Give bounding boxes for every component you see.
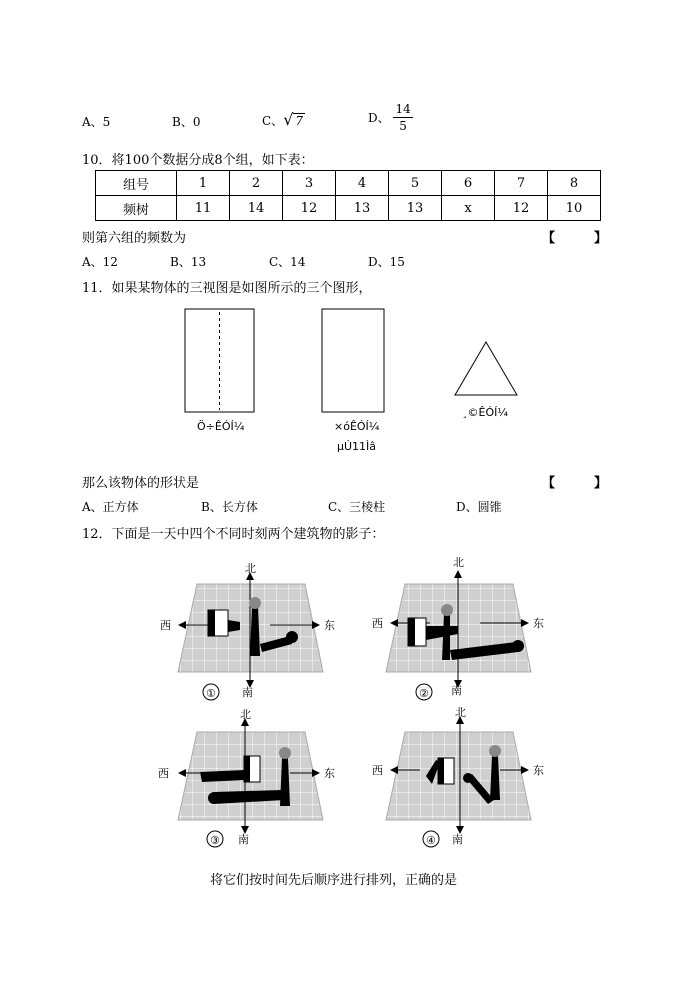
pole-top [441,604,453,616]
q10-option-a: A、12 [82,255,118,269]
q11-stem: 11．如果某物体的三视图是如图所示的三个图形， [82,281,372,296]
pole-shadow-tip [512,640,524,652]
q9-option-c-label: C、 [262,114,284,128]
pole-shadow-tip [286,631,298,643]
ground-grid [386,732,531,820]
table-cell: 12 [283,196,336,221]
fraction-denominator: 5 [399,119,407,133]
q11-option-c: C、三棱柱 [328,500,386,514]
west-label: 西 [160,619,171,632]
q9-option-d-label: D、 [368,111,390,125]
west-label: 西 [158,767,169,780]
q10-option-c: C、14 [269,255,306,269]
box-building-side [244,756,250,782]
q10-stem: 10．将100个数据分成8个组，如下表： [82,153,314,168]
q10-answer-bracket: 【 】 [542,231,608,246]
table-cell: 2 [230,171,283,196]
panel-number: ② [419,687,429,700]
table-cell: 5 [389,171,442,196]
q10-option-d: D、15 [368,255,405,269]
table-cell: 13 [336,196,389,221]
q11-question: 那么该物体的形状是 [82,476,200,491]
table-cell: 4 [336,171,389,196]
q11-answer-bracket: 【 】 [542,476,608,491]
table-cell: 7 [495,171,548,196]
q9-option-c-radicand: 7 [295,114,304,128]
q9-option-a: A、5 [82,115,111,129]
panel-number: ③ [210,834,220,847]
pole-shadow-tip [208,792,220,804]
panel-number: ① [206,687,216,700]
east-label: 东 [324,619,335,632]
shadow-panel-1 [178,574,323,686]
table-cell: 11 [177,196,230,221]
table-cell: 6 [442,171,495,196]
box-building-side [408,618,415,646]
q12-question: 将它们按时间先后顺序进行排列，正确的是 [210,873,458,888]
pole-top [279,747,291,759]
table-cell: x [442,196,495,221]
q11-option-b: B、长方体 [201,500,258,514]
shadow-panel-4 [386,718,531,832]
panel-number: ④ [426,834,436,847]
table-cell: 8 [548,171,601,196]
q9-option-b: B、0 [172,115,201,129]
shadow-panel-2 [386,572,531,686]
pole-shadow-tip [463,773,473,783]
north-label: 北 [240,708,251,721]
east-label: 东 [324,767,335,780]
fraction-numerator: 14 [395,102,411,116]
table-cell: 1 [177,171,230,196]
south-label: 南 [238,833,249,846]
table-cell: 13 [389,196,442,221]
table-cell: 12 [495,196,548,221]
front-view-label: Ö÷ÊÓÍ¼ [197,420,245,433]
table-cell: 14 [230,196,283,221]
box-shadow [228,620,240,632]
east-label: 东 [533,617,544,630]
south-label: 南 [452,833,463,846]
shadow-panel-3 [178,720,323,832]
q10-option-b: B、13 [170,255,207,269]
north-label: 北 [453,556,464,569]
table-cell: 3 [283,171,336,196]
sqrt-sign: √ [283,110,294,129]
q12-stem: 12．下面是一天中四个不同时刻两个建筑物的影子： [82,527,385,542]
box-building-side [208,610,215,636]
q11-option-d: D、圆锥 [456,500,502,514]
pole-top [489,745,501,757]
figure-caption: µÚ11Ìâ [337,440,377,453]
box-building-side [438,758,444,784]
east-label: 东 [533,764,544,777]
north-label: 北 [455,706,466,719]
table-header-cell: 频树 [96,196,177,221]
side-view-label: ×óÊÓÍ¼ [334,420,380,433]
box-shadow [200,770,245,782]
q10-question: 则第六组的频数为 [82,231,187,246]
table-cell: 10 [548,196,601,221]
south-label: 南 [242,686,253,699]
west-label: 西 [372,617,383,630]
pole-top [249,597,261,609]
top-view-label: ¸©ÊÓÍ¼ [462,406,509,419]
south-label: 南 [451,684,462,697]
west-label: 西 [372,764,383,777]
north-label: 北 [245,562,256,575]
table-header-cell: 组号 [96,171,177,196]
q11-option-a: A、正方体 [82,500,139,514]
